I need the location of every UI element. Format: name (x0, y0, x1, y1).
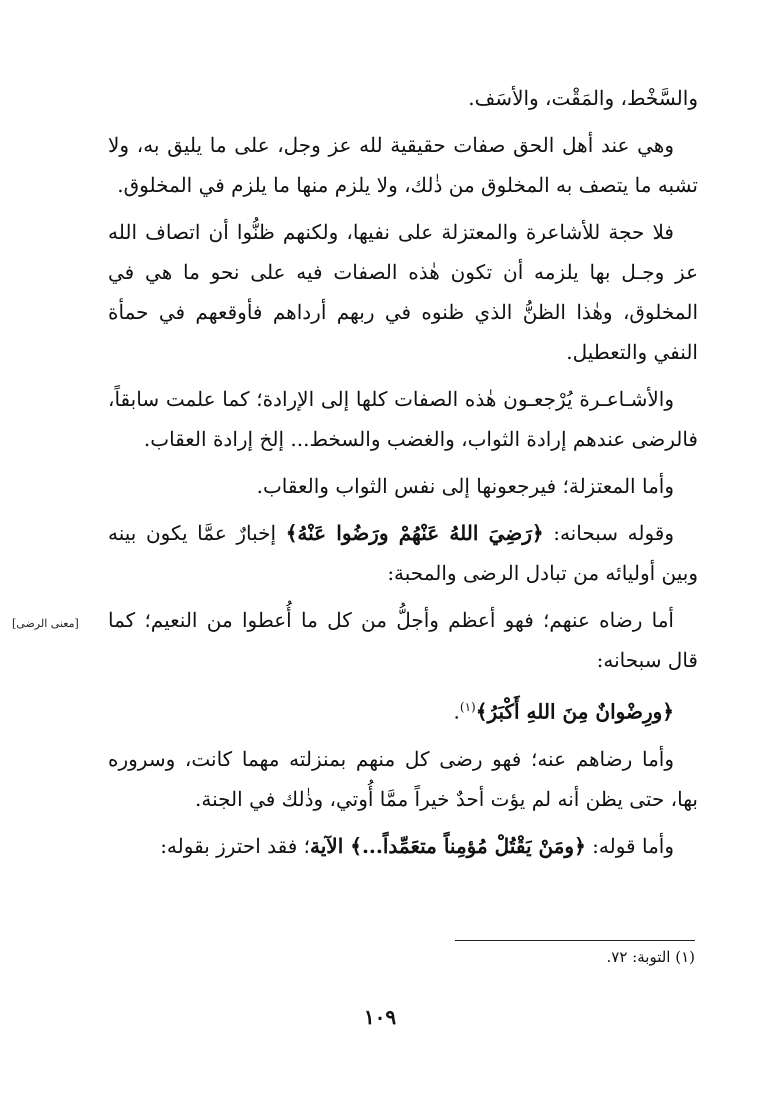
paragraph-6 (108, 513, 698, 593)
quran-verse-3: ﴿ومَنْ يَقْتُلْ مُؤمِناً متعَمِّداً...﴾ الآية (310, 833, 586, 858)
paragraph-8 (108, 687, 698, 732)
paragraph-4: والأشـاعـرة يُرْجعـون هٰذه الصفات كلها إلى الإرادة؛ كما علمت سابقاً، فالرضى عندهم إرادة الثواب، والغضب والسخط... إلخ إرادة العقاب. (108, 387, 698, 451)
paragraph-1: والسَّخْط، والمَقْت، والأسَف. (468, 86, 698, 110)
paragraph-2: وهي عند أهل الحق صفات حقيقية لله عز وجل، على ما يليق به، ولا تشبه ما يتصف به المخلوق من ذٰلك، ولا يلزم منها ما يلزم في المخلوق. (108, 133, 698, 197)
paragraph-10-intro: وأما قوله: (585, 833, 674, 858)
paragraph-5: وأما المعتزلة؛ فيرجعونها إلى نفس الثواب والعقاب. (256, 474, 674, 498)
page-number: ١٠٩ (363, 1005, 397, 1029)
quran-verse-1: ﴿رَضِيَ اللهُ عَنْهُمْ ورَضُوا عَنْهُ﴾ (285, 521, 544, 545)
footnote-divider (455, 940, 695, 941)
paragraph-8-end: . (453, 699, 460, 724)
quran-verse-2: ﴿ورِضْوانٌ مِنَ اللهِ أَكْبَرُ﴾ (475, 699, 674, 724)
main-text (108, 78, 698, 873)
paragraph-7: أما رضاه عنهم؛ فهو أعظم وأجلُّ من كل ما أُعطوا من النعيم؛ كما قال سبحانه: (108, 608, 698, 672)
paragraph-10-rest: ؛ فقد احترز بقوله: (160, 833, 311, 858)
paragraph-6-rest: إخبارٌ عمَّا يكون بينه وبين أوليائه من تبادل الرضى والمحبة: (108, 521, 698, 585)
footnote-marker: (١) (459, 700, 476, 714)
paragraph-3: فلا حجة للأشاعرة والمعتزلة على نفيها، ولكنهم ظنُّوا أن اتصاف الله عز وجـل بها يلزمه أن تكون هٰذه الصفات فيه على نحو ما هي في المخلوق، وهٰذا الظنُّ الذي ظنوه في ربهم أرداهم فأوقعهم في حمأة النفي والتعطيل. (108, 220, 698, 364)
margin-note: [معنى الرضى] (12, 617, 79, 630)
paragraph-10 (108, 826, 698, 866)
footnote: (١) التوبة: ٧٢. (606, 948, 695, 966)
paragraph-6-intro: وقوله سبحانه: (543, 521, 675, 545)
paragraph-9: وأما رضاهم عنه؛ فهو رضى كل منهم بمنزلته مهما كانت، وسروره بها، حتى يظن أنه لم يؤت أحدٌ خيراً ممَّا أُوتي، وذٰلك في الجنة. (108, 746, 698, 811)
